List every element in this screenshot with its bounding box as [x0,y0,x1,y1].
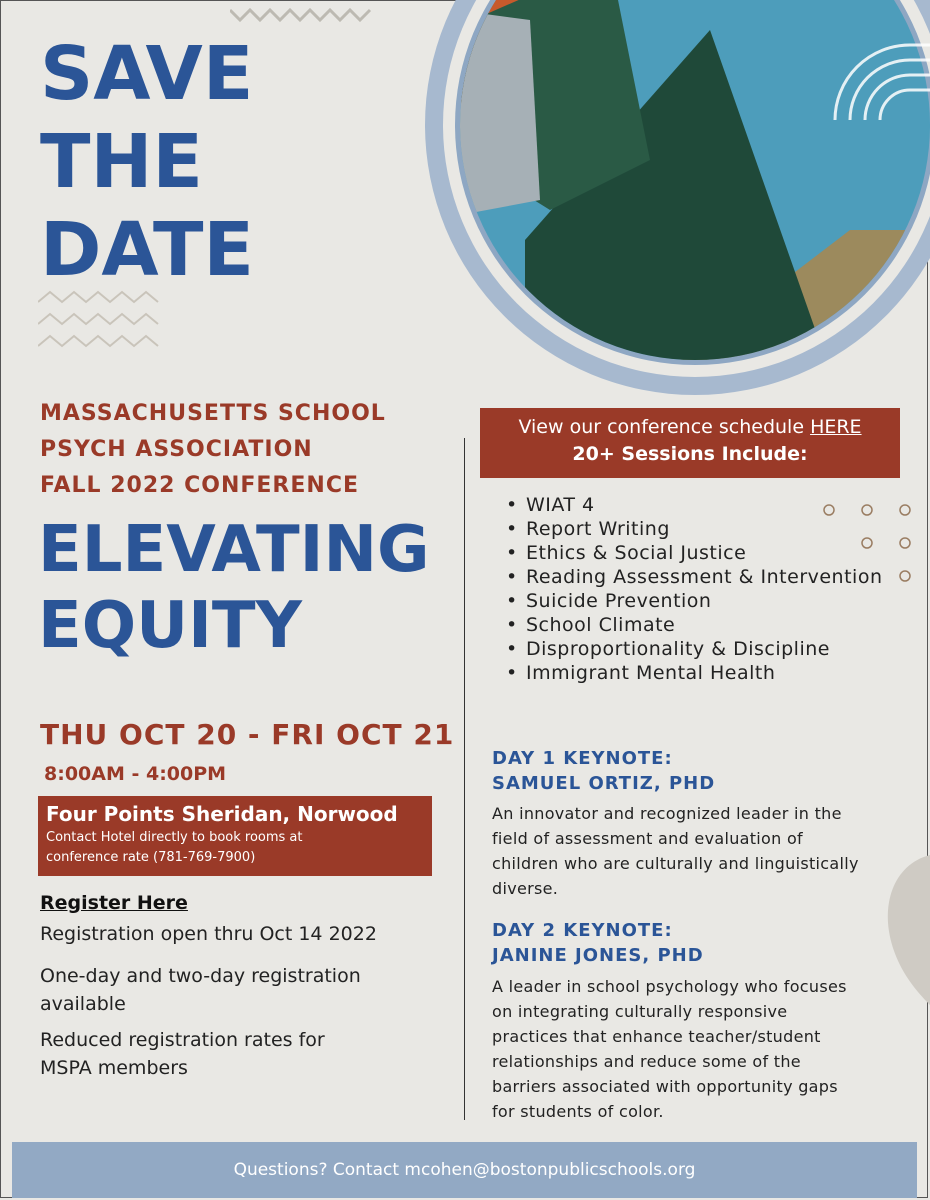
abstract-art-circle [380,0,930,400]
contact-footer[interactable]: Questions? Contact mcohen@bostonpublicschools.org [12,1142,917,1198]
venue-note: Contact Hotel directly to book rooms at [46,830,303,845]
keynote-2-heading [492,918,704,968]
dots-decoration [820,500,920,590]
venue-name: Four Points Sheridan, Norwood [46,802,398,826]
keynote-line: field of assessment and evaluation of [492,829,803,848]
venue-note: conference rate (781-769-7900) [46,850,256,865]
venue-box [38,796,432,876]
theme-line: EQUITY [38,589,302,663]
organization-line: MASSACHUSETTS SCHOOL [40,401,386,426]
keynote-speaker: JANINE JONES, PHD [492,945,704,966]
organization-name [40,396,386,504]
sessions-subtitle: 20+ Sessions Include: [572,443,808,465]
list-item: • School Climate [504,613,894,637]
keynote-line: practices that enhance teacher/student [492,1027,821,1046]
list-item: • Suicide Prevention [504,589,894,613]
schedule-line [480,414,900,440]
list-item: • Disproportionality & Discipline [504,637,894,661]
keynote-line: relationships and reduce some of the [492,1052,801,1071]
keynote-1-description [492,801,892,901]
keynote-2-description [492,974,892,1124]
theme-line: ELEVATING [38,513,430,587]
registration-rates: Reduced registration rates for [40,1029,325,1051]
registration-info: One-day and two-day registration [40,965,361,987]
headline-line: THE [40,119,203,205]
keynote-label: DAY 1 KEYNOTE: [492,748,673,769]
list-item: • Ethics & Social Justice [504,541,894,565]
save-the-date-headline [40,30,254,294]
organization-line: FALL 2022 CONFERENCE [40,473,359,498]
zigzag-decoration-top [230,0,380,30]
keynote-line: children who are culturally and linguistically [492,854,859,873]
conference-time: 8:00AM - 4:00PM [44,763,227,785]
schedule-here-link[interactable]: HERE [810,416,862,438]
keynote-line: barriers associated with opportunity gaps [492,1077,838,1096]
list-item: • Report Writing [504,517,894,541]
keynote-1-heading [492,746,715,796]
registration-deadline: Registration open thru Oct 14 2022 [40,923,377,945]
schedule-prefix: View our conference schedule [518,416,811,438]
keynote-line: An innovator and recognized leader in the [492,804,842,823]
registration-info: available [40,993,126,1015]
list-item: • WIAT 4 [504,493,894,517]
organization-line: PSYCH ASSOCIATION [40,437,313,462]
keynote-line: on integrating culturally responsive [492,1002,788,1021]
headline-line: DATE [40,207,254,293]
register-here-link[interactable]: Register Here [40,892,188,914]
headline-line: SAVE [40,31,254,117]
keynote-speaker: SAMUEL ORTIZ, PHD [492,773,716,794]
keynote-line: A leader in school psychology who focuses [492,977,847,996]
keynote-line: diverse. [492,879,559,898]
keynote-line: for students of color. [492,1102,664,1121]
list-item: • Reading Assessment & Intervention [504,565,894,589]
column-divider [464,438,465,1120]
list-item: • Immigrant Mental Health [504,661,894,685]
conference-theme [38,512,430,664]
zigzag-decoration [38,290,188,360]
registration-rates: MSPA members [40,1057,188,1079]
schedule-box [480,408,900,478]
keynote-label: DAY 2 KEYNOTE: [492,920,673,941]
conference-dates: THU OCT 20 - FRI OCT 21 [40,718,455,751]
